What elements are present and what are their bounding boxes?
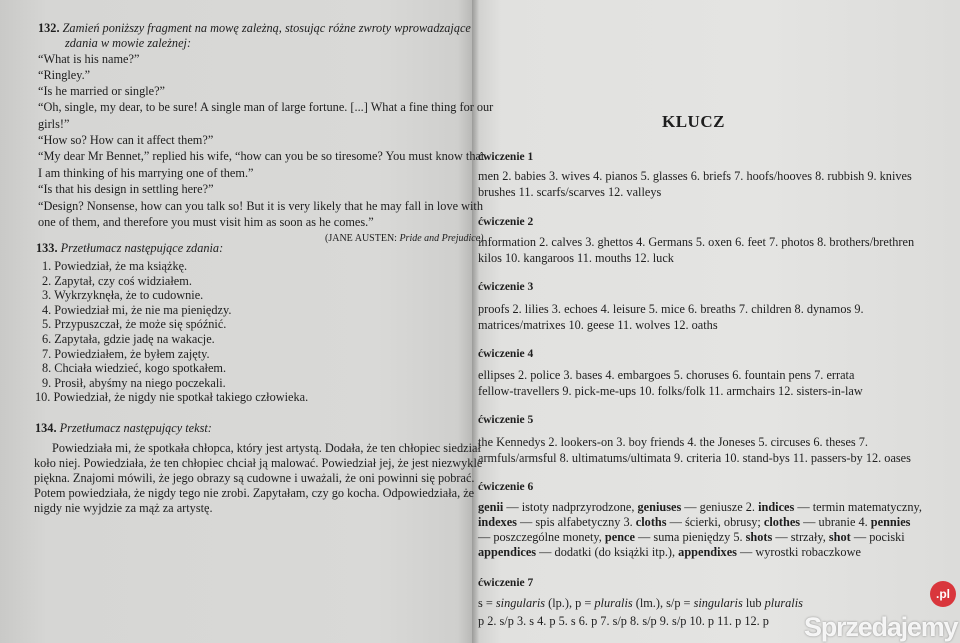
- answer-segment: lub: [742, 596, 765, 610]
- paragraph-line: Potem powiedziała, że nigdy tego nie zrobi. Zapytałam, czy go kocha. Odpowiedziała, że: [34, 486, 475, 500]
- sentence-item: 9. Prosił, abyśmy na niego poczekali.: [42, 375, 226, 390]
- answer-segment: (lm.), s/p =: [632, 596, 694, 610]
- answer-segment: kilos 10. kangaroos 11. mouths 12. luck: [478, 251, 674, 265]
- dialogue-line: “Is he married or single?”: [38, 84, 166, 98]
- dialogue-line: “Oh, single, my dear, to be sure! A single man of large fortune. [...] What a fine thing for our: [38, 100, 494, 114]
- exercise-132-instruction: [38, 21, 471, 35]
- answer-key-title: KLUCZ: [662, 112, 725, 131]
- exercise-134-instruction: [35, 421, 212, 435]
- exercise-133-instruction: [36, 241, 223, 255]
- answer-segment: brushes 11. scarfs/scarves 12. valleys: [478, 185, 662, 199]
- answer-line: [478, 302, 864, 316]
- paragraph-line: nigdy nie wyjdzie za mąż za artystę.: [34, 501, 213, 515]
- exercise-heading: ćwiczenie 2: [478, 216, 534, 228]
- dialogue-line: one of them, and therefore you must visit him as soon as he comes.”: [38, 215, 374, 229]
- answer-segment: — pociski: [850, 530, 905, 544]
- source-citation: [325, 232, 484, 246]
- watermark-logo: Sprzedajemy: [804, 612, 958, 642]
- sentence-item: 8. Chciała wiedzieć, kogo spotkałem.: [42, 361, 227, 376]
- answer-segment: — geniusze 2.: [681, 500, 759, 514]
- sentence-item: 10. Powiedział, że nigdy nie spotkał takiego człowieka.: [35, 390, 309, 405]
- answer-segment: the Kennedys 2. lookers-on 3. boy friends 4. the Joneses 5. circuses 6. theses 7.: [478, 435, 869, 449]
- watermark-badge: .pl: [930, 581, 956, 607]
- sentence-item: 4. Powiedział mi, że nie ma pieniędzy.: [42, 302, 232, 317]
- answer-line: [478, 368, 854, 382]
- sentence-item: 2. Zapytał, czy coś widziałem.: [42, 273, 192, 288]
- answer-line: [478, 169, 912, 183]
- answer-segment: (lp.), p =: [545, 596, 595, 610]
- answer-line: [478, 614, 769, 628]
- answer-line: [478, 530, 905, 544]
- answer-segment: ellipses 2. police 3. bases 4. embargoes 5. choruses 6. fountain pens 7. errata: [478, 368, 855, 382]
- answer-line: [478, 384, 863, 398]
- answer-segment: information 2. calves 3. ghettos 4. Germans 5. oxen 6. feet 7. photos 8. brothers/brethren: [478, 235, 915, 249]
- sentence-item: 7. Powiedziałem, że byłem zajęty.: [42, 346, 210, 361]
- exercise-number: 132.: [38, 21, 63, 35]
- exercise-132-instruction: zdania w mowie zależnej:: [65, 36, 192, 50]
- answer-line: [478, 545, 861, 559]
- answer-segment: proofs 2. lilies 3. echoes 4. leisure 5. mice 6. breaths 7. children 8. dynamos 9.: [478, 302, 864, 316]
- answer-line: [478, 515, 910, 529]
- sentence-item: 1. Powiedział, że ma książkę.: [42, 259, 188, 273]
- answer-segment: appendixes: [678, 545, 737, 559]
- answer-segment: — dodatki (do książki itp.),: [536, 545, 679, 559]
- answer-segment: genii: [478, 500, 504, 514]
- sentence-item: 5. Przypuszczał, że może się spóźnić.: [42, 317, 227, 332]
- sentence-item: 3. Wykrzyknęła, że to cudownie.: [42, 288, 204, 303]
- exercise-heading: ćwiczenie 7: [478, 577, 534, 589]
- answer-line: [478, 451, 911, 465]
- exercise-number: 134.: [35, 421, 60, 435]
- answer-line: [478, 185, 661, 199]
- dialogue-line: “My dear Mr Bennet,” replied his wife, “how can you be so tiresome? You must know that: [38, 149, 485, 163]
- answer-line: [478, 251, 674, 265]
- paragraph-line: piękna. Znajomi mówili, że jego obrazy są cudowne i uważali, że oni powinni się pobrać.: [34, 471, 475, 485]
- answer-segment: pennies: [870, 515, 911, 529]
- answer-line: [478, 596, 803, 610]
- answer-segment: singularis: [495, 596, 546, 610]
- answer-segment: — wyrostki robaczkowe: [736, 545, 861, 559]
- paragraph-line: Powiedziała mi, że spotkała chłopca, który jest artystą. Dodała, że ten chłopiec siedział: [52, 441, 481, 455]
- sentence-item: 6. Zapytała, gdzie jadę na wakacje.: [42, 332, 215, 346]
- source-author: (JANE AUSTEN:: [325, 233, 400, 244]
- answer-segment: s =: [478, 596, 496, 610]
- instruction-text: Przetłumacz następujące zdania:: [60, 241, 224, 255]
- answer-segment: men 2. babies 3. wives 4. pianos 5. glasses 6. briefs 7. hoofs/hooves 8. rubbish 9. knives: [478, 169, 912, 183]
- answer-segment: indexes: [478, 515, 517, 529]
- answer-segment: geniuses: [637, 500, 682, 514]
- answer-line: [478, 500, 922, 514]
- dialogue-line: “Ringley.”: [38, 68, 91, 82]
- answer-segment: armfuls/armsful 8. ultimatums/ultimata 9. criteria 10. stand-bys 11. passers-by 12. oases: [478, 451, 911, 465]
- instruction-text: Przetłumacz następujący tekst:: [59, 421, 212, 435]
- answer-segment: singularis: [693, 596, 743, 610]
- answer-segment: — strzały,: [772, 530, 829, 544]
- answer-segment: cloths: [635, 515, 667, 529]
- answer-segment: appendices: [478, 545, 537, 559]
- answer-segment: matrices/matrixes 10. geese 11. wolves 12. oaths: [478, 318, 718, 332]
- answer-segment: — istoty nadprzyrodzone,: [503, 500, 638, 514]
- answer-line: [478, 235, 914, 249]
- instruction-text: Zamień poniższy fragment na mowę zależną, stosując różne zwroty wprowadzające: [62, 21, 471, 35]
- answer-segment: pence: [604, 530, 635, 544]
- exercise-heading: ćwiczenie 4: [478, 348, 534, 360]
- answer-segment: pluralis: [594, 596, 633, 610]
- dialogue-line: “Is that his design in settling here?”: [38, 182, 214, 196]
- answer-segment: indices: [758, 500, 795, 514]
- answer-segment: — poszczególne monety,: [478, 530, 605, 544]
- dialogue-line: “How so? How can it affect them?”: [38, 133, 214, 147]
- dialogue-line: I am thinking of his marrying one of them.”: [38, 166, 254, 180]
- answer-segment: — ścierki, obrusy;: [666, 515, 764, 529]
- dialogue-line: girls!”: [38, 117, 70, 131]
- answer-line: [478, 435, 868, 449]
- answer-segment: fellow-travellers 9. pick-me-ups 10. folks/folk 11. armchairs 12. sisters-in-law: [478, 384, 863, 398]
- answer-segment: shots: [745, 530, 773, 544]
- answer-segment: — suma pieniędzy 5.: [634, 530, 746, 544]
- exercise-heading: ćwiczenie 6: [478, 481, 534, 493]
- answer-line: [478, 318, 718, 332]
- exercise-heading: ćwiczenie 3: [478, 281, 534, 293]
- source-title: Pride and Prejudice): [399, 233, 484, 244]
- exercise-number: 133.: [36, 241, 61, 255]
- dialogue-line: “Design? Nonsense, how can you talk so! But it is very likely that he may fall in love with: [38, 199, 483, 213]
- exercise-heading: ćwiczenie 1: [478, 151, 534, 163]
- answer-segment: clothes: [763, 515, 801, 529]
- answer-segment: p 2. s/p 3. s 4. p 5. s 6. p 7. s/p 8. s/p 9. s/p 10. p 11. p 12. p: [478, 614, 769, 628]
- exercise-heading: ćwiczenie 5: [478, 414, 534, 426]
- answer-segment: — termin matematyczny,: [794, 500, 922, 514]
- dialogue-line: “What is his name?”: [38, 52, 140, 66]
- answer-segment: pluralis: [764, 596, 803, 610]
- answer-segment: — spis alfabetyczny 3.: [516, 515, 636, 529]
- answer-segment: shot: [828, 530, 851, 544]
- paragraph-line: koło niej. Powiedziała, że ten chłopiec chciał ją malować. Powiedział jej, że jest niezwykle: [34, 456, 483, 470]
- answer-segment: — ubranie 4.: [800, 515, 871, 529]
